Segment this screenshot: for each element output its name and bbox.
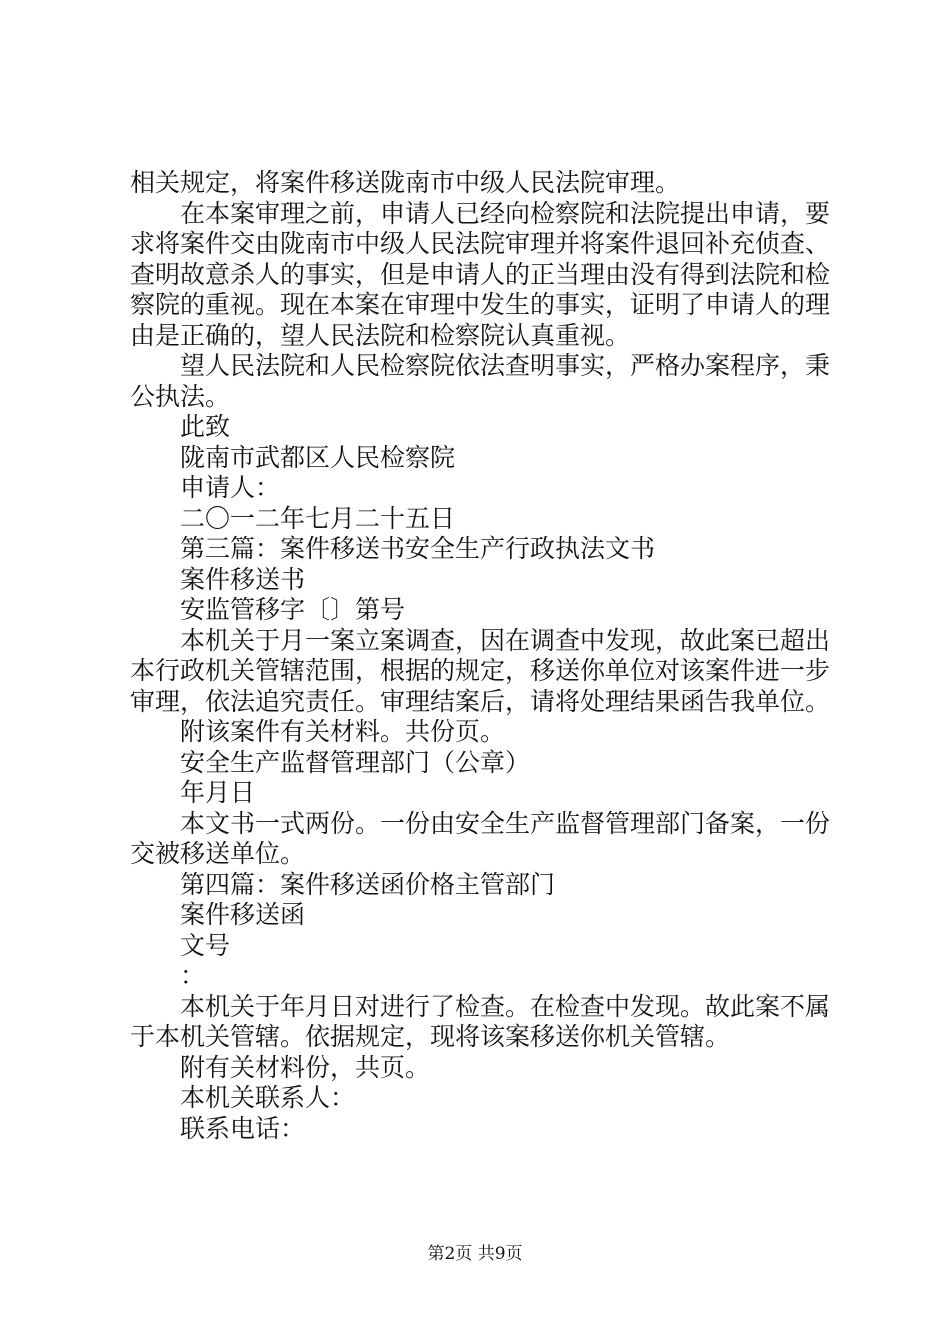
paragraph: 相关规定，将案件移送陇南市中级人民法院审理。	[130, 168, 681, 197]
document-body	[130, 168, 830, 1144]
paragraph: 在本案审理之前，申请人已经向检察院和法院提出申请，要求将案件交由陇南市中级人民法院审理并将案件退回补充侦查、查明故意杀人的事实，但是申请人的正当理由没有得到法院和检察院的重视。现在本案在审理中发生的事实，证明了申请人的理由是正确的，望人民法院和检察院认真重视。	[130, 198, 831, 350]
paragraph: 望人民法院和人民检察院依法查明事实，严格办案程序，秉公执法。	[130, 351, 831, 411]
paragraph: 本机关于月一案立案调查，因在调查中发现，故此案已超出本行政机关管辖范围，根据的规定，移送你单位对该案件进一步审理，依法追究责任。审理结案后，请将处理结果函告我单位。	[130, 625, 831, 716]
paragraph: ：	[180, 961, 206, 990]
paragraph: 安全生产监督管理部门（公章）	[180, 747, 531, 777]
paragraph: 二〇一二年七月二十五日	[180, 503, 456, 533]
paragraph: 联系电话：	[180, 1113, 306, 1143]
paragraph: 第四篇：案件移送函价格主管部门	[180, 869, 556, 899]
paragraph: 陇南市武都区人民检察院	[180, 442, 456, 472]
paragraph: 年月日	[180, 778, 256, 807]
paragraph: 本机关于年月日对进行了检查。在检查中发现。故此案不属于本机关管辖。依据规定，现将该案移送你机关管辖。	[130, 991, 831, 1051]
paragraph: 此致	[180, 412, 231, 441]
paragraph: 案件移送书	[180, 564, 306, 594]
paragraph: 附该案件有关材料。共份页。	[180, 717, 506, 746]
paragraph: 案件移送函	[180, 900, 306, 929]
paragraph: 安监管移字〔〕第号	[180, 595, 406, 624]
paragraph: 第三篇：案件移送书安全生产行政执法文书	[180, 534, 656, 563]
paragraph: 附有关材料份，共页。	[180, 1052, 431, 1082]
paragraph: 文号	[180, 930, 231, 960]
paragraph: 申请人：	[180, 473, 281, 502]
paragraph: 本机关联系人：	[180, 1083, 356, 1112]
paragraph: 本文书一式两份。一份由安全生产监督管理部门备案，一份交被移送单位。	[130, 808, 831, 868]
page-footer: 第2页 共9页	[427, 1244, 523, 1264]
